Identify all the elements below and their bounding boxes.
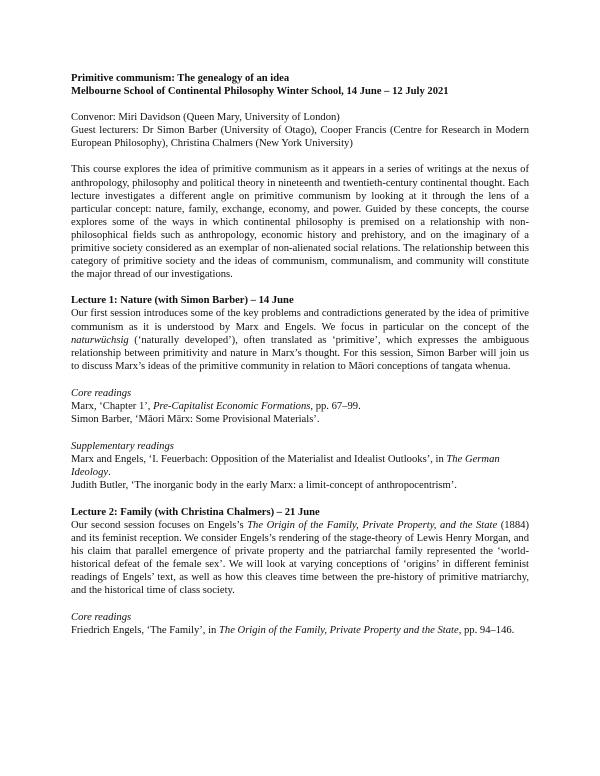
lecture-2-heading: Lecture 2: Family (with Christina Chalmers) – 21 June <box>71 506 320 518</box>
lecture-1-supplementary-reading: Judith Butler, ‘The inorganic body in the early Marx: a limit-concept of anthropocentrism’. <box>71 480 457 492</box>
lecture-1-supplementary-reading: Marx and Engels, ‘I. Feuerbach: Opposition of the Materialist and Idealist Outlooks’, in The German Ideology. <box>71 454 500 479</box>
lecture-1-description: Our first session introduces some of the key problems and contradictions generated by the idea of primitive communism as it is understood by Marx and Engels. We focus in particular on the concept of the naturwüchsig (‘naturally developed’), often translated as ‘primitive’, which expresses the ambiguous relationship between primitivity and nature in Marx’s thought. For this session, Simon Barber will join us to discuss Marx’s ideas of the primitive community in relation to Māori conceptions of tangata whenua. <box>71 308 529 372</box>
lecture-1-supplementary-label: Supplementary readings <box>71 441 174 453</box>
lecture-1-core-readings-label: Core readings <box>71 387 132 399</box>
lecture-2-description: Our second session focuses on Engels’s The Origin of the Family, Private Property, and the State (1884) and its feminist reception. We consider Engels’s rendering of the stage-theory of Lewis Henry Morgan, and his claim that parallel emergence of private property and the patriarchal family represented the ‘world-historical defeat of the female sex’. We will look at varying conceptions of ‘origins’ in different feminist readings of Engels’ text, as well as how this cleaves time between the pre-history of primitive matriarchy, and the historical time of class society. <box>71 519 529 597</box>
lecture-2-core-readings-label: Core readings <box>71 612 132 624</box>
guest-lecturers: Guest lecturers: Dr Simon Barber (University of Otago), Cooper Francis (Centre for Research in Modern European Philosophy), Christina Chalmers (New York University) <box>71 125 529 150</box>
course-description: This course explores the idea of primitive communism as it appears in a series of writings at the nexus of anthropology, philosophy and political theory in nineteenth and twentieth-century continental thought. Each lecture investigates a different angle on primitive communism by looking at it through the lens of a particular concept: nature, family, exchange, economy, and power. Guided by these concepts, the course explores some of the ways in which continental philosophy is premised on a relationship with non-philosophical fields such as anthropology, economic history and prehistory, and on the imaginary of a primitive society considered as an exemplar of non-alienated social relations. The relationship between this category of primitive society and the ideas of communism, communalism, and community will constitute the major thread of our investigations. <box>71 164 529 281</box>
course-title: Primitive communism: The genealogy of an idea <box>71 73 290 84</box>
lecture-2-core-reading: Friedrich Engels, ‘The Family’, in The Origin of the Family, Private Property and the State, pp. 94–146. <box>71 625 515 637</box>
lecture-1-heading: Lecture 1: Nature (with Simon Barber) – 14 June <box>71 295 294 307</box>
convenor-line: Convenor: Miri Davidson (Queen Mary, University of London) <box>71 112 340 124</box>
course-subtitle: Melbourne School of Continental Philosophy Winter School, 14 June – 12 July 2021 <box>71 86 449 98</box>
lecture-1-core-reading: Simon Barber, ‘Māori Mārx: Some Provisional Materials’. <box>71 414 320 426</box>
lecture-1-core-reading: Marx, ‘Chapter 1’, Pre-Capitalist Economic Formations, pp. 67–99. <box>71 400 361 412</box>
